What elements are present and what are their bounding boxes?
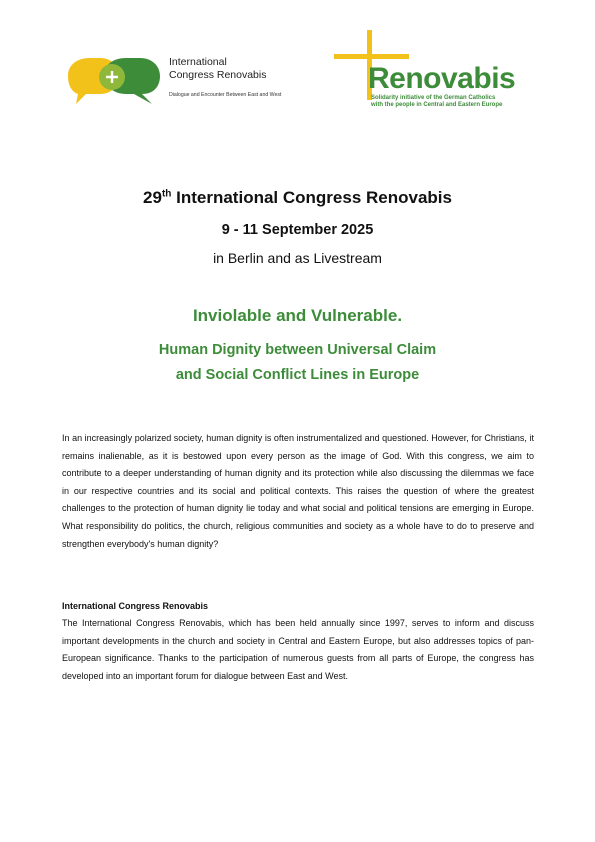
renovabis-logo [334, 30, 534, 110]
title-rest: International Congress Renovabis [171, 188, 452, 207]
theme-subtitle-line-1: Human Dignity between Universal Claim [158, 342, 437, 358]
theme-subtitle-line-2: and Social Conflict Lines in Europe [175, 367, 420, 383]
logo-tagline: Dialogue and Encounter Between East and West [169, 92, 282, 98]
title-number: 29 [143, 188, 162, 207]
event-date: 9 - 11 September 2025 [221, 222, 374, 238]
theme-title: Inviolable and Vulnerable. [192, 306, 403, 325]
congress-logo [64, 54, 314, 110]
intro-paragraph: In an increasingly polarized society, human dignity is often instrumentalized and questioned. However, for Christians, it remains inalienable, as it is bestowed upon every person as the image of God. With this congress, we aim to contribute to a deeper understanding of human dignity and its protection while also discussing the dilemmas we face in our respective countries and its social and political contexts. This raises the question of where the greatest challenges to the protection of human dignity lie today and what social and political tensions are emerging in Europe. What responsibility do politics, the church, religious communities and society as a whole have to do to preserve and strengthen everybody's human dignity? [62, 433, 534, 549]
renovabis-subtitle-line-2: with the people in Central and Eastern Europe [371, 102, 503, 108]
logo-line-1: International [169, 56, 227, 68]
speech-bubbles-icon [64, 54, 164, 110]
section-heading: International Congress Renovabis [62, 601, 209, 611]
event-place: in Berlin and as Livestream [213, 250, 382, 266]
section-paragraph: The International Congress Renovabis, which has been held annually since 1997, serves to inform and discuss important developments in the church and society in Central and Eastern Europe, but also addresses topics of pan-European significance. Thanks to the participation of numerous guests from all parts of Europe, the congress has developed into an important forum for dialogue between East and West. [62, 618, 534, 681]
renovabis-subtitle [371, 95, 502, 109]
page-title [0, 188, 595, 208]
renovabis-wordmark: Renovabis [368, 62, 516, 95]
title-suffix: th [161, 188, 172, 200]
logo-line-2: Congress Renovabis [169, 69, 267, 81]
renovabis-subtitle-line-1: Solidarity initiative of the German Catholics [371, 95, 496, 101]
